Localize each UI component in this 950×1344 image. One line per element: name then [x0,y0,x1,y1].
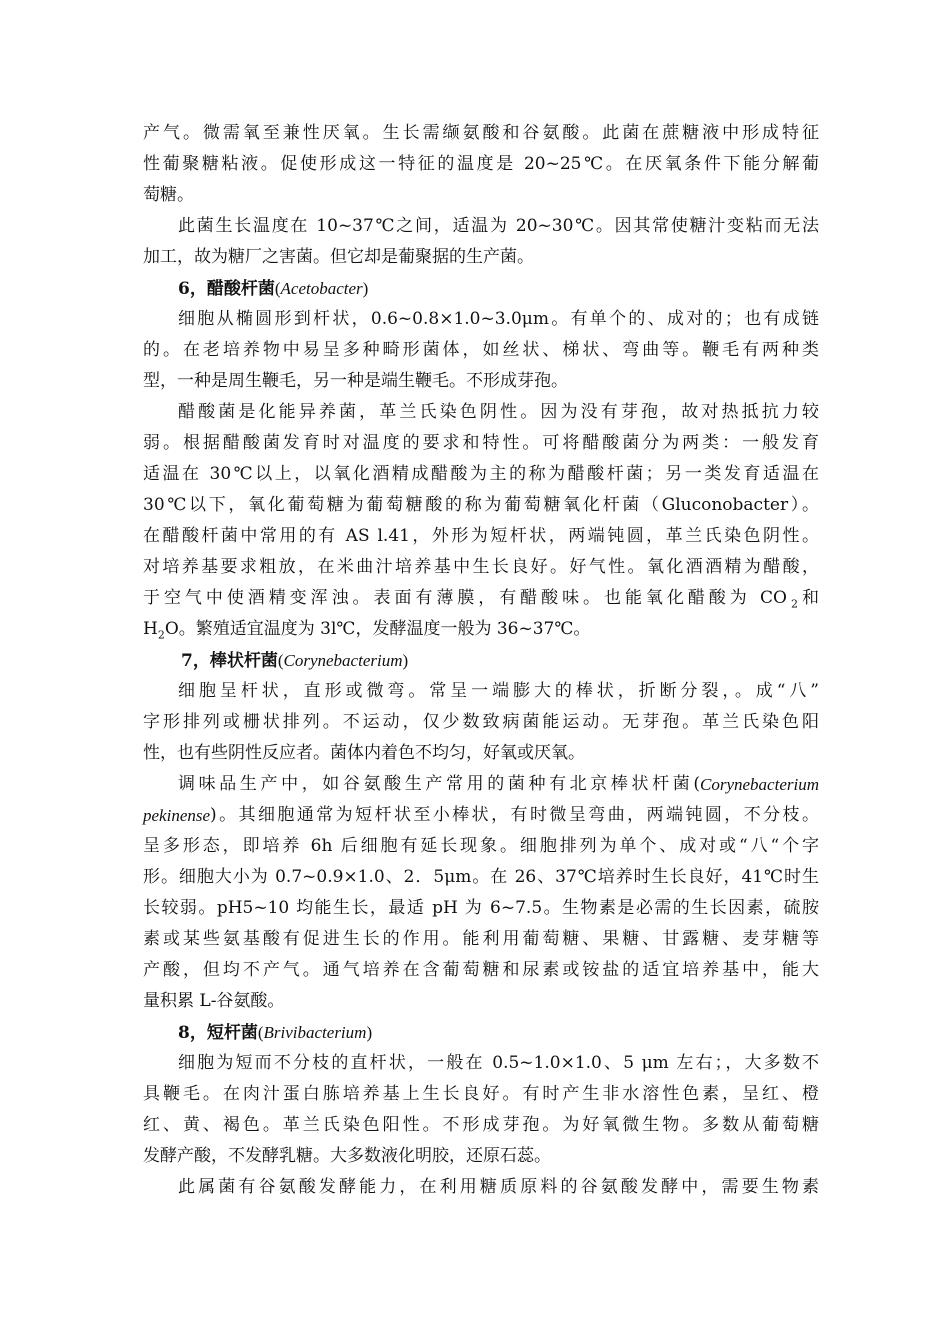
text-line: 红、黄、褐色。革兰氏染色阳性。不形成芽孢。为好氧微生物。多数从葡萄糖 [143,1115,819,1135]
text-line [143,800,819,831]
text-line: 产酸，但均不产气。通气培养在含葡萄糖和尿素或铵盐的适宜培养基中，能大 [143,960,819,980]
text-span: 调味品生产中，如谷氨酸生产常用的菌种有北京棒状杆菌( [178,774,701,794]
text-line: 产气。微需氧至兼性厌氧。生长需缬氨酸和谷氨酸。此菌在蔗糖液中形成特征 [143,123,819,143]
text-line: 加工，故为糖厂之害菌。但它却是葡聚据的生产菌。 [143,247,534,267]
text-line [143,769,819,800]
subscript: 2 [791,597,798,611]
text-line [143,614,819,645]
latin-name: Corynebacterium [700,775,819,794]
text-line: 型，一种是周生鞭毛，另一种是端生鞭毛。不形成芽孢。 [143,371,568,391]
text-line: 性葡聚糖粘液。促使形成这一特征的温度是 20~25℃。在厌氧条件下能分解葡 [143,154,819,174]
text-line [143,583,819,614]
text-line: 素或某些氨基酸有促进生长的作用。能利用葡萄糖、果糖、甘露糖、麦芽糖等 [143,929,819,949]
text-span: 和 [802,588,819,608]
text-line: 在醋酸杆菌中常用的有 AS l.41，外形为短杆状，两端钝圆，革兰氏染色阴性。 [143,526,819,546]
text-span: 于空气中使酒精变浑浊。表面有薄膜，有醋酸味。也能氧化醋酸为 CO [143,588,787,608]
text-line: 具鞭毛。在肉汁蛋白胨培养基上生长良好。有时产生非水溶性色素，呈红、橙 [143,1084,819,1104]
text-line: 长较弱。pH5~10 均能生长，最适 pH 为 6~7.5。生物素是必需的生长因素，硫胺 [143,898,819,918]
text-line: 性，也有些阴性反应者。菌体内着色不均匀，好氧或厌氧。 [143,743,585,763]
text-line: 30℃以下，氧化葡萄糖为葡萄糖酸的称为葡萄糖氧化杆菌（Gluconobacter）。 [143,495,819,515]
text-line: 醋酸菌是化能异养菌，革兰氏染色阴性。因为没有芽孢，故对热抵抗力较 [178,402,819,422]
text-line: 细胞从椭圆形到杆状，0.6~0.8×1.0~3.0μm。有单个的、成对的；也有成链 [178,309,819,329]
section-heading-8: 8，短杆菌(Brivibacterium) [178,1023,373,1043]
text-line: 的。在老培养物中易呈多种畸形菌体，如丝状、梯状、弯曲等。鞭毛有两种类 [143,340,819,360]
text-line: 字形排列或栅状排列。不运动，仅少数致病菌能运动。无芽孢。革兰氏染色阳 [143,712,819,732]
text-line: 量积累 L-谷氨酸。 [143,991,285,1011]
text-line: 发酵产酸，不发酵乳糖。大多数液化明胶，还原石蕊。 [143,1146,551,1166]
section-heading-6: 6，醋酸杆菌(Acetobacter) [178,279,369,299]
document-page [143,118,819,1203]
text-line: 对培养基要求粗放，在米曲汁培养基中生长良好。好气性。氧化酒酒精为醋酸， [143,557,819,577]
text-span: O。繁殖适宜温度为 3l℃，发酵温度一般为 36~37℃。 [164,619,591,639]
text-line: 细胞呈杆状，直形或微弯。常呈一端膨大的棒状，折断分裂，。成“八” [178,681,819,701]
text-line: 此菌生长温度在 10~37℃之间，适温为 20~30℃。因其常使糖汁变粘而无法 [178,216,819,236]
text-line: 适温在 30℃以上，以氧化酒精成醋酸为主的称为醋酸杆菌；另一类发育适温在 [143,464,819,484]
section-heading-7: 7，棒状杆菌(Corynebacterium) [181,651,409,671]
text-line: 弱。根据醋酸菌发育时对温度的要求和特性。可将醋酸菌分为两类：一般发育 [143,433,819,453]
text-span: )。其细胞通常为短杆状至小棒状，有时微呈弯曲，两端钝圆，不分枝。 [210,805,819,825]
text-span: H [143,619,158,639]
text-line: 形。细胞大小为 0.7~0.9×1.0、2．5μm。在 26、37℃培养时生长良好，41℃时生 [143,867,819,887]
subscript: 2 [157,628,165,642]
latin-name: pekinense [143,806,211,825]
text-line: 此属菌有谷氨酸发酵能力，在利用糖质原料的谷氨酸发酵中，需要生物素 [178,1177,819,1197]
text-line: 呈多形态，即培养 6h 后细胞有延长现象。细胞排列为单个、成对或“八“个字 [143,836,819,856]
text-line: 细胞为短而不分枝的直杆状，一般在 0.5~1.0×1.0、5 μm 左右；，大多数不 [178,1053,819,1073]
text-line: 萄糖。 [143,185,194,205]
